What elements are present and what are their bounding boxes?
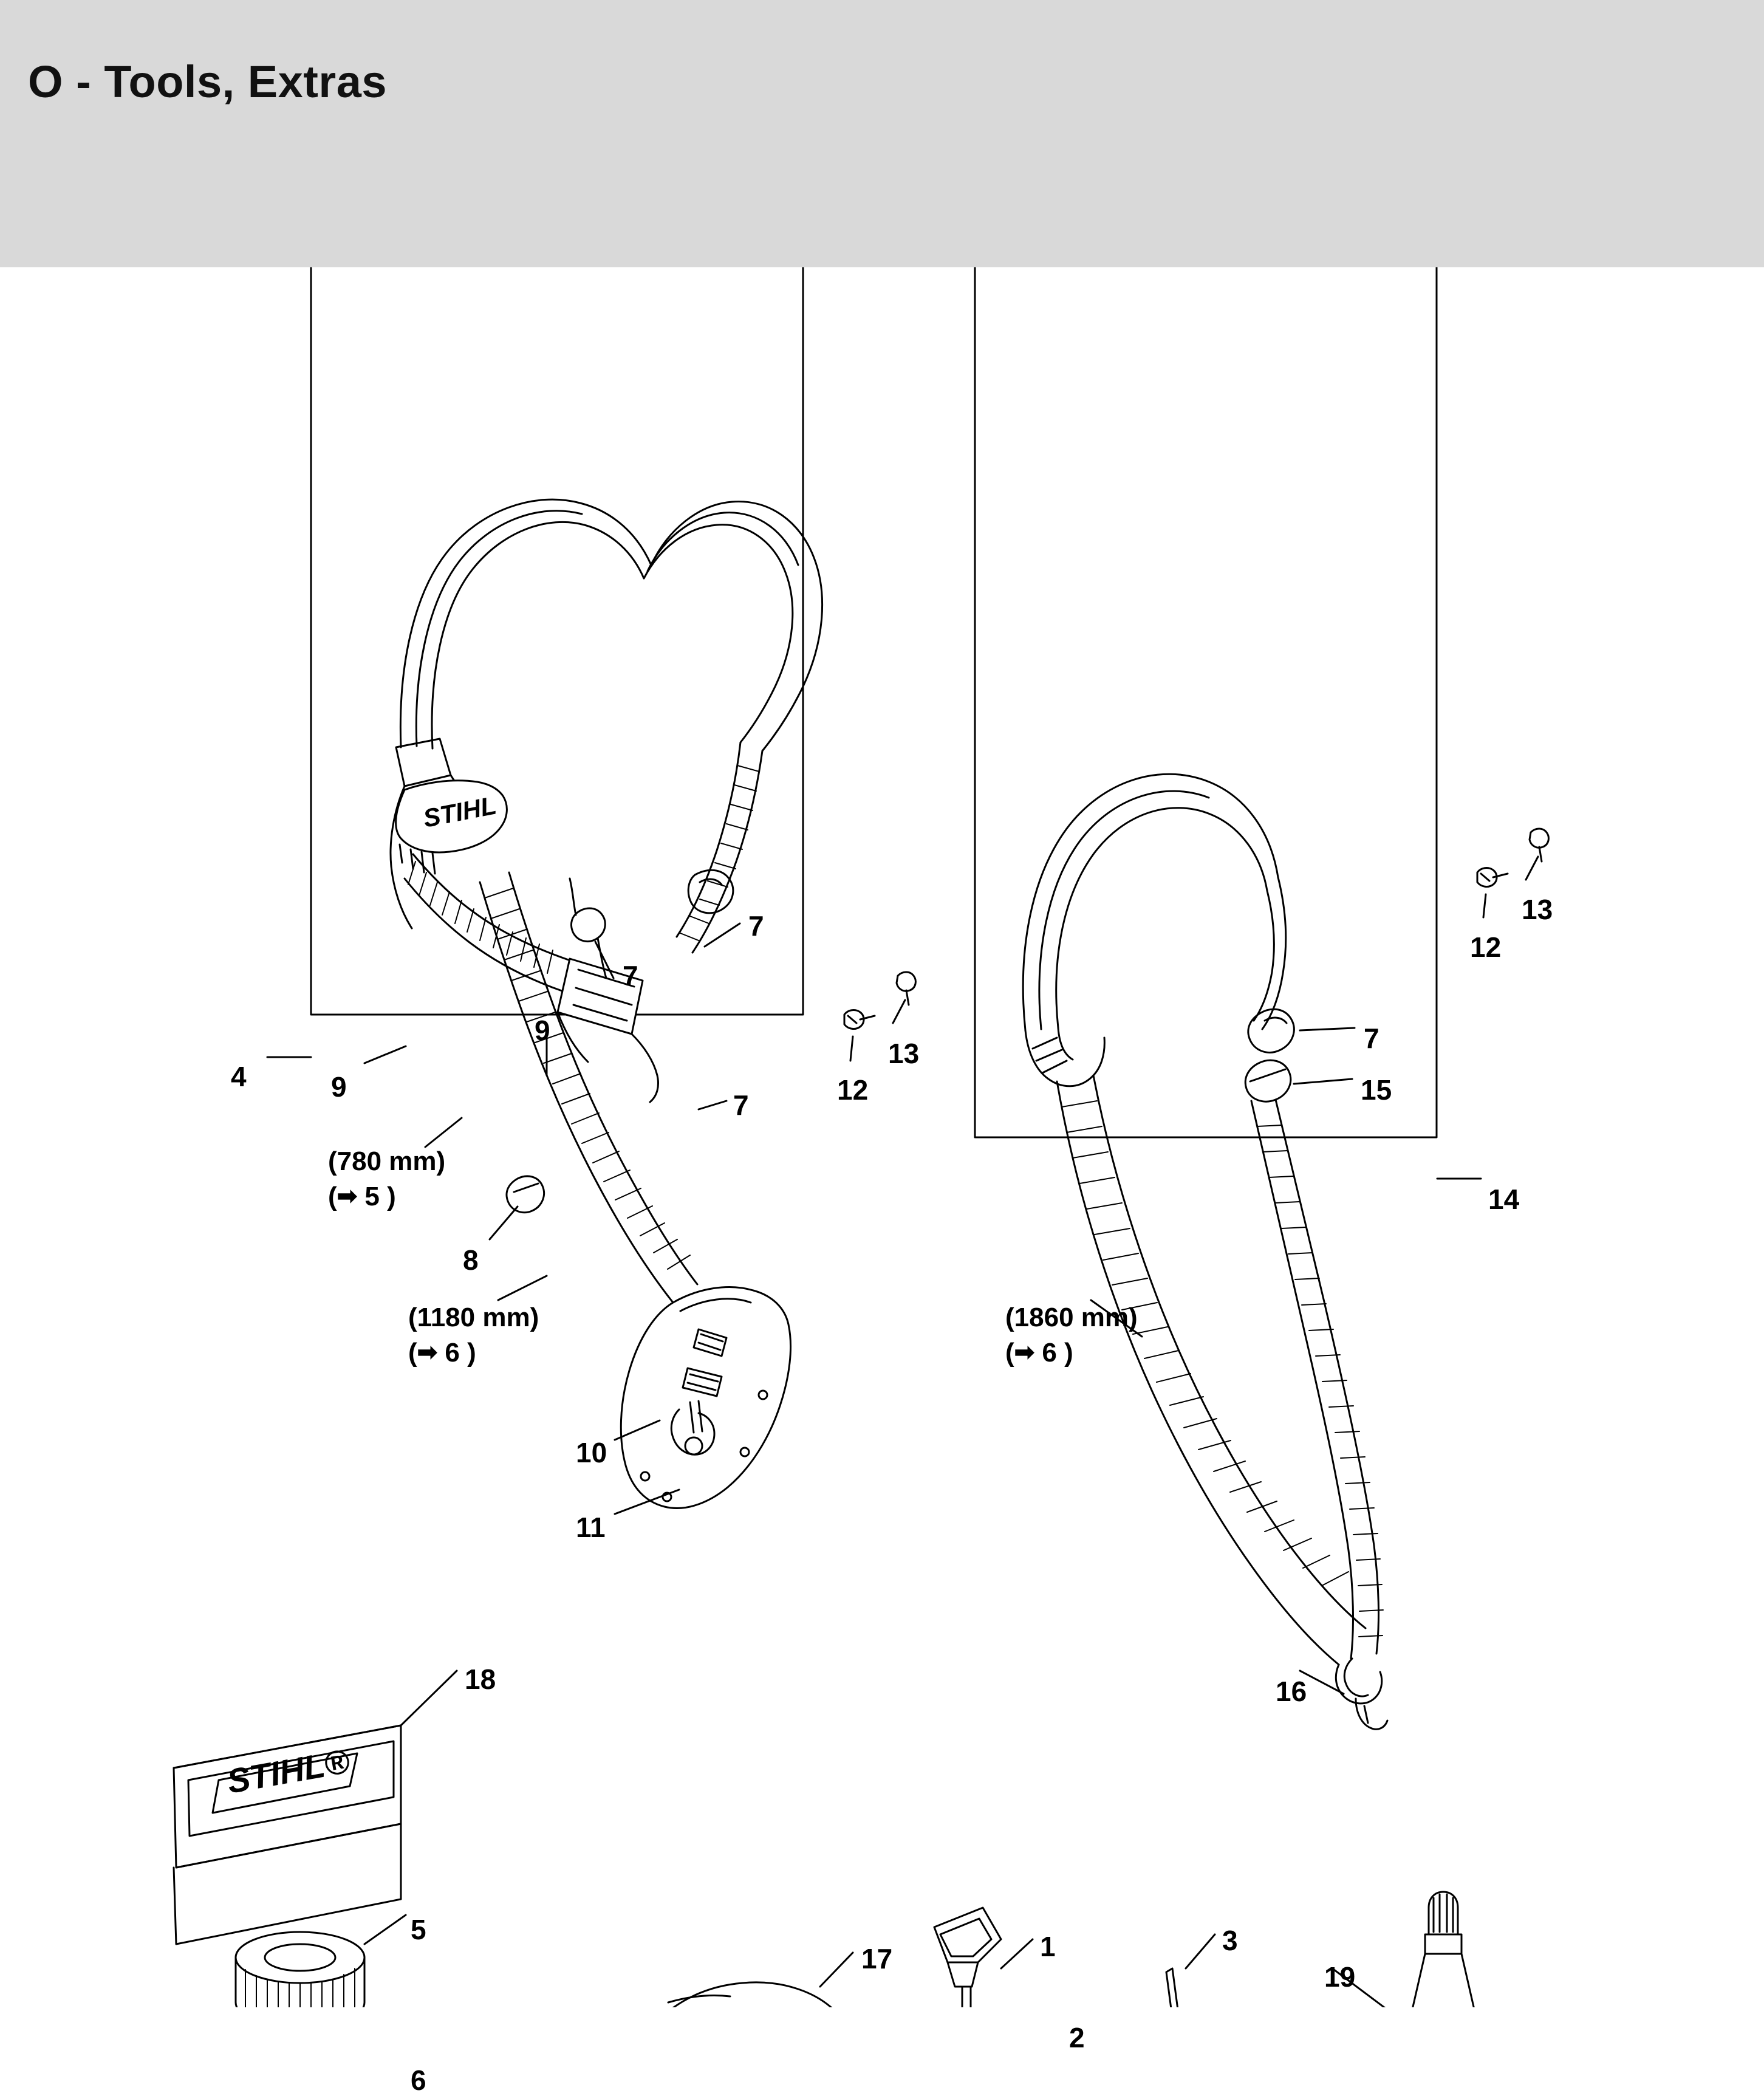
arrow-right-icon: ➡ <box>417 1339 438 1366</box>
callout-14: 14 <box>1488 1183 1520 1215</box>
dimension-length-1180: (1180 mm) <box>408 1303 539 1332</box>
screw-12-right <box>1477 868 1508 887</box>
trimmer-line-coil-5 <box>236 1932 364 2007</box>
callout-3: 3 <box>1222 1925 1238 1956</box>
screw-13-right <box>1530 829 1548 861</box>
screw-12-left <box>844 1010 875 1029</box>
callout-9b: 9 <box>535 1015 550 1046</box>
parts-illustration <box>0 267 1764 2007</box>
callout-12b: 12 <box>1470 931 1502 963</box>
shoulder-strap-frame-box <box>975 267 1437 1137</box>
callout-9a: 9 <box>331 1071 347 1103</box>
paren-close: ) <box>1064 1338 1073 1368</box>
dimension-ref-1860 <box>1005 1335 1138 1371</box>
grease-tube <box>1370 1892 1516 2007</box>
screwdriver <box>1166 1968 1212 2007</box>
callout-5: 5 <box>411 1914 426 1945</box>
paren-open: ( <box>328 1182 337 1212</box>
ref-number: 6 <box>1042 1338 1057 1368</box>
dimension-length-780: (780 mm) <box>328 1146 446 1176</box>
screw-13-left <box>897 972 915 1005</box>
callout-13a: 13 <box>888 1038 920 1069</box>
callout-7c: 7 <box>733 1089 749 1121</box>
paren-open: ( <box>1005 1338 1014 1368</box>
ref-number: 6 <box>445 1338 460 1368</box>
dimension-ref-1180 <box>408 1335 539 1371</box>
callout-12a: 12 <box>837 1074 869 1106</box>
harness-brand-text: STIHL <box>420 790 499 833</box>
header-band <box>0 0 1764 267</box>
dimension-length-1860: (1860 mm) <box>1005 1303 1138 1332</box>
callout-2: 2 <box>1069 2022 1085 2053</box>
page-title: O - Tools, Extras <box>28 57 388 107</box>
callout-18: 18 <box>465 1663 496 1695</box>
paren-open: ( <box>408 1338 417 1368</box>
callout-10: 10 <box>576 1437 607 1468</box>
paren-close: ) <box>387 1182 396 1212</box>
callout-7d: 7 <box>1364 1022 1379 1054</box>
dimension-ref-780 <box>328 1179 445 1214</box>
dimension-note-1860 <box>1005 1300 1138 1371</box>
callout-7b: 7 <box>748 910 764 942</box>
callout-11: 11 <box>576 1512 606 1543</box>
dimension-note-1180 <box>408 1300 539 1371</box>
callout-13b: 13 <box>1522 894 1553 925</box>
arrow-right-icon: ➡ <box>337 1183 358 1210</box>
callout-19: 19 <box>1324 1961 1356 1993</box>
callout-8: 8 <box>463 1244 479 1276</box>
bag-brand-text: STIHL® <box>224 1741 353 1801</box>
parts-diagram <box>0 267 1764 2096</box>
safety-glasses <box>631 1982 847 2007</box>
callout-16: 16 <box>1276 1676 1307 1707</box>
callout-17: 17 <box>861 1943 893 1974</box>
arrow-right-icon: ➡ <box>1014 1339 1035 1366</box>
callout-15: 15 <box>1361 1074 1392 1106</box>
ref-number: 5 <box>364 1182 380 1212</box>
paren-close: ) <box>467 1338 476 1368</box>
callout-7a: 7 <box>623 960 638 991</box>
callout-1: 1 <box>1040 1931 1056 1962</box>
dimension-note-780 <box>328 1144 445 1214</box>
callout-6: 6 <box>411 2064 426 2096</box>
callout-4: 4 <box>231 1061 247 1092</box>
combination-wrench <box>934 1908 1001 2007</box>
